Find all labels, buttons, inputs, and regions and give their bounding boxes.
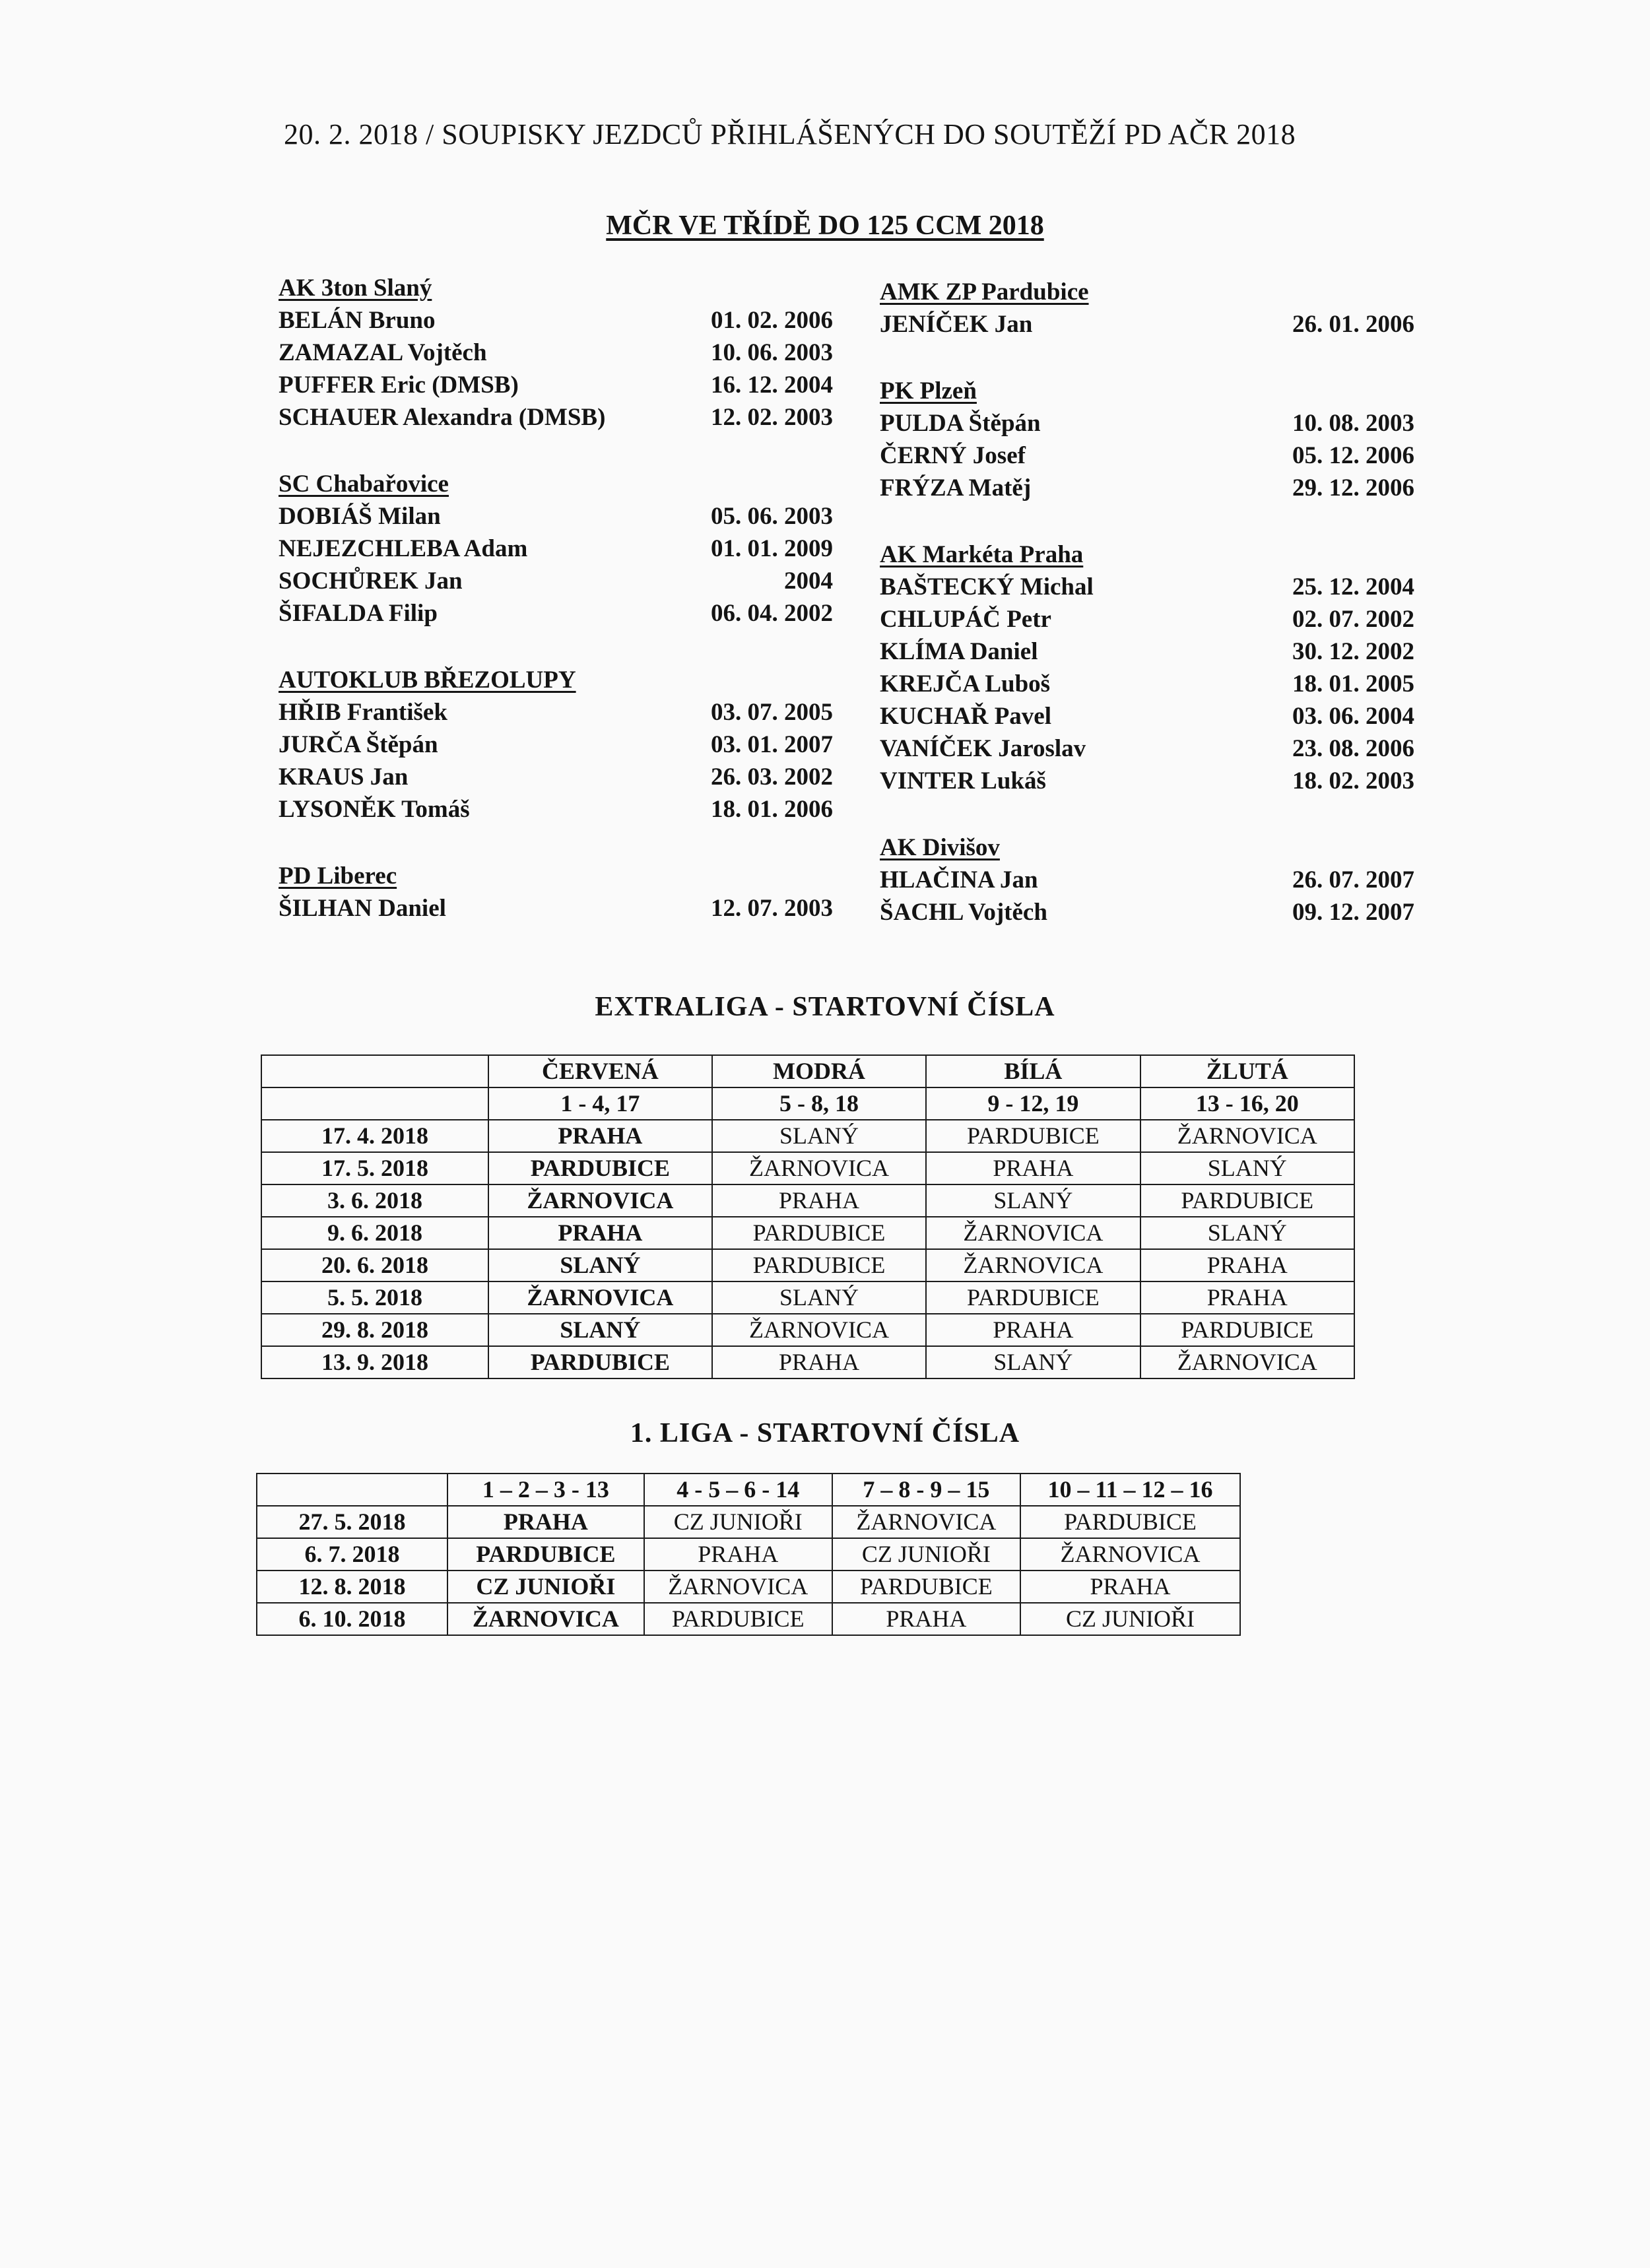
rider-birthdate: 03. 01. 2007 xyxy=(711,731,833,758)
rider-row xyxy=(279,337,833,369)
rider-row xyxy=(279,304,833,337)
extraliga-team-cell: PARDUBICE xyxy=(488,1346,712,1378)
liga1-team-cell: ŽARNOVICA xyxy=(447,1603,644,1635)
extraliga-date-cell: 17. 4. 2018 xyxy=(261,1120,488,1152)
extraliga-team-cell: PRAHA xyxy=(926,1314,1140,1346)
roster-right-column xyxy=(880,276,1414,963)
rider-row xyxy=(279,696,833,729)
extraliga-header-cell: 13 - 16, 20 xyxy=(1140,1087,1354,1120)
extraliga-row xyxy=(261,1346,1354,1378)
extraliga-row xyxy=(261,1314,1354,1346)
extraliga-team-cell: PARDUBICE xyxy=(1140,1314,1354,1346)
rider-birthdate: 2004 xyxy=(784,567,833,595)
rider-birthdate: 03. 06. 2004 xyxy=(1292,703,1414,730)
extraliga-header-cell: 9 - 12, 19 xyxy=(926,1087,1140,1120)
rider-row xyxy=(880,700,1414,732)
liga1-row xyxy=(257,1506,1240,1538)
liga1-date-cell: 12. 8. 2018 xyxy=(257,1571,447,1603)
extraliga-corner-cell xyxy=(261,1087,488,1120)
liga1-team-cell: PRAHA xyxy=(644,1538,832,1571)
extraliga-team-cell: SLANÝ xyxy=(488,1314,712,1346)
rider-birthdate: 01. 02. 2006 xyxy=(711,307,833,334)
rider-name: ČERNÝ Josef xyxy=(880,442,1026,469)
rider-birthdate: 30. 12. 2002 xyxy=(1292,638,1414,665)
rider-name: JURČA Štěpán xyxy=(279,731,438,758)
rider-birthdate: 05. 12. 2006 xyxy=(1292,442,1414,469)
rider-birthdate: 09. 12. 2007 xyxy=(1292,899,1414,926)
rider-birthdate: 18. 01. 2006 xyxy=(711,796,833,823)
liga1-team-cell: PARDUBICE xyxy=(447,1538,644,1571)
rider-birthdate: 25. 12. 2004 xyxy=(1292,573,1414,600)
club-block xyxy=(279,860,833,924)
liga1-team-cell: PRAHA xyxy=(447,1506,644,1538)
rider-birthdate: 18. 02. 2003 xyxy=(1292,767,1414,794)
extraliga-team-cell: SLANÝ xyxy=(712,1120,926,1152)
club-name: PD Liberec xyxy=(279,862,397,890)
liga1-header-cell: 1 – 2 – 3 - 13 xyxy=(447,1474,644,1506)
extraliga-date-cell: 20. 6. 2018 xyxy=(261,1249,488,1281)
rider-row xyxy=(880,407,1414,439)
extraliga-team-cell: PARDUBICE xyxy=(1140,1184,1354,1217)
extraliga-team-cell: ŽARNOVICA xyxy=(926,1249,1140,1281)
rider-birthdate: 18. 01. 2005 xyxy=(1292,670,1414,697)
rider-name: ŠIFALDA Filip xyxy=(279,600,438,627)
rider-row xyxy=(880,635,1414,668)
extraliga-date-cell: 3. 6. 2018 xyxy=(261,1184,488,1217)
rider-row xyxy=(880,732,1414,765)
extraliga-row xyxy=(261,1281,1354,1314)
rider-row xyxy=(880,668,1414,700)
rider-birthdate: 12. 07. 2003 xyxy=(711,895,833,922)
club-block xyxy=(880,538,1414,797)
rider-name: KREJČA Luboš xyxy=(880,670,1051,697)
liga1-team-cell: ŽARNOVICA xyxy=(644,1571,832,1603)
liga1-team-cell: PARDUBICE xyxy=(832,1571,1020,1603)
rider-row xyxy=(279,565,833,597)
rider-birthdate: 26. 03. 2002 xyxy=(711,763,833,791)
extraliga-row xyxy=(261,1184,1354,1217)
extraliga-team-cell: ŽARNOVICA xyxy=(1140,1120,1354,1152)
rider-row xyxy=(279,892,833,924)
club-name: AMK ZP Pardubice xyxy=(880,278,1089,306)
roster-left-column xyxy=(279,272,833,959)
rider-birthdate: 12. 02. 2003 xyxy=(711,404,833,431)
liga1-team-cell: PRAHA xyxy=(1020,1571,1240,1603)
rider-name: BELÁN Bruno xyxy=(279,307,436,334)
liga1-header-cell: 4 - 5 – 6 - 14 xyxy=(644,1474,832,1506)
liga1-team-cell: PARDUBICE xyxy=(1020,1506,1240,1538)
extraliga-date-cell: 13. 9. 2018 xyxy=(261,1346,488,1378)
rider-name: BAŠTECKÝ Michal xyxy=(880,573,1094,600)
extraliga-date-cell: 17. 5. 2018 xyxy=(261,1152,488,1184)
extraliga-team-cell: PRAHA xyxy=(488,1120,712,1152)
rider-row xyxy=(880,472,1414,504)
liga1-team-cell: CZ JUNIOŘI xyxy=(1020,1603,1240,1635)
extraliga-team-cell: ŽARNOVICA xyxy=(712,1152,926,1184)
extraliga-date-cell: 29. 8. 2018 xyxy=(261,1314,488,1346)
liga1-header-row xyxy=(257,1474,1240,1506)
extraliga-title: EXTRALIGA - STARTOVNÍ ČÍSLA xyxy=(595,992,1055,1022)
rider-birthdate: 26. 07. 2007 xyxy=(1292,866,1414,893)
extraliga-team-cell: PARDUBICE xyxy=(926,1281,1140,1314)
extraliga-team-cell: ŽARNOVICA xyxy=(488,1281,712,1314)
rider-name: HŘIB František xyxy=(279,699,447,726)
rider-birthdate: 26. 01. 2006 xyxy=(1292,311,1414,338)
rider-birthdate: 06. 04. 2002 xyxy=(711,600,833,627)
extraliga-team-cell: PRAHA xyxy=(488,1217,712,1249)
rider-name: FRÝZA Matěj xyxy=(880,474,1032,502)
club-block xyxy=(279,664,833,826)
extraliga-team-cell: PRAHA xyxy=(1140,1281,1354,1314)
rider-row xyxy=(279,533,833,565)
liga1-team-cell: CZ JUNIOŘI xyxy=(644,1506,832,1538)
liga1-title: 1. LIGA - STARTOVNÍ ČÍSLA xyxy=(630,1418,1020,1448)
document-title: MČR VE TŘÍDĚ DO 125 CCM 2018 xyxy=(606,211,1044,241)
extraliga-team-cell: PARDUBICE xyxy=(712,1217,926,1249)
rider-name: VINTER Lukáš xyxy=(880,767,1046,794)
extraliga-row xyxy=(261,1217,1354,1249)
club-block xyxy=(880,831,1414,928)
extraliga-header-cell: MODRÁ xyxy=(712,1055,926,1087)
extraliga-team-cell: SLANÝ xyxy=(712,1281,926,1314)
rider-name: NEJEZCHLEBA Adam xyxy=(279,535,528,562)
club-name: AK 3ton Slaný xyxy=(279,275,432,302)
rider-name: SCHAUER Alexandra (DMSB) xyxy=(279,404,606,431)
extraliga-header-row xyxy=(261,1087,1354,1120)
rider-row xyxy=(279,793,833,826)
rider-name: SOCHŮREK Jan xyxy=(279,567,463,595)
extraliga-header-cell: ŽLUTÁ xyxy=(1140,1055,1354,1087)
club-block xyxy=(880,276,1414,340)
liga1-date-cell: 27. 5. 2018 xyxy=(257,1506,447,1538)
rider-birthdate: 10. 06. 2003 xyxy=(711,339,833,366)
club-name: AK Divišov xyxy=(880,834,1000,861)
liga1-row xyxy=(257,1538,1240,1571)
rider-row xyxy=(279,500,833,533)
extraliga-header-cell: 1 - 4, 17 xyxy=(488,1087,712,1120)
rider-row xyxy=(880,896,1414,928)
rider-row xyxy=(279,369,833,401)
liga1-header-cell: 10 – 11 – 12 – 16 xyxy=(1020,1474,1240,1506)
rider-row xyxy=(880,765,1414,797)
extraliga-team-cell: ŽARNOVICA xyxy=(1140,1346,1354,1378)
rider-birthdate: 01. 01. 2009 xyxy=(711,535,833,562)
rider-row xyxy=(279,761,833,793)
liga1-team-cell: ŽARNOVICA xyxy=(1020,1538,1240,1571)
liga1-date-cell: 6. 7. 2018 xyxy=(257,1538,447,1571)
club-block xyxy=(279,468,833,630)
rider-birthdate: 23. 08. 2006 xyxy=(1292,735,1414,762)
rider-name: LYSONĚK Tomáš xyxy=(279,796,470,823)
club-name: SC Chabařovice xyxy=(279,470,449,498)
extraliga-header-cell: 5 - 8, 18 xyxy=(712,1087,926,1120)
rider-name: VANÍČEK Jaroslav xyxy=(880,735,1086,762)
extraliga-team-cell: SLANÝ xyxy=(926,1346,1140,1378)
rider-row xyxy=(880,864,1414,896)
extraliga-team-cell: PRAHA xyxy=(926,1152,1140,1184)
extraliga-date-cell: 9. 6. 2018 xyxy=(261,1217,488,1249)
liga1-team-cell: PRAHA xyxy=(832,1603,1020,1635)
rider-name: CHLUPÁČ Petr xyxy=(880,606,1051,633)
extraliga-team-cell: ŽARNOVICA xyxy=(712,1314,926,1346)
rider-row xyxy=(279,401,833,434)
rider-birthdate: 10. 08. 2003 xyxy=(1292,410,1414,437)
extraliga-team-cell: PARDUBICE xyxy=(488,1152,712,1184)
extraliga-team-cell: PARDUBICE xyxy=(712,1249,926,1281)
liga1-corner-cell xyxy=(257,1474,447,1506)
liga1-team-cell: ŽARNOVICA xyxy=(832,1506,1020,1538)
extraliga-team-cell: ŽARNOVICA xyxy=(926,1217,1140,1249)
rider-name: HLAČINA Jan xyxy=(880,866,1038,893)
extraliga-team-cell: SLANÝ xyxy=(1140,1217,1354,1249)
rider-name: KUCHAŘ Pavel xyxy=(880,703,1051,730)
liga1-team-cell: CZ JUNIOŘI xyxy=(832,1538,1020,1571)
rider-name: PULDA Štěpán xyxy=(880,410,1041,437)
liga1-team-cell: CZ JUNIOŘI xyxy=(447,1571,644,1603)
rider-birthdate: 05. 06. 2003 xyxy=(711,503,833,530)
extraliga-team-cell: SLANÝ xyxy=(488,1249,712,1281)
extraliga-row xyxy=(261,1152,1354,1184)
rider-row xyxy=(279,729,833,761)
club-name: AUTOKLUB BŘEZOLUPY xyxy=(279,666,576,694)
extraliga-header-row xyxy=(261,1055,1354,1087)
rider-row xyxy=(880,571,1414,603)
club-name: PK Plzeň xyxy=(880,377,977,405)
liga1-row xyxy=(257,1603,1240,1635)
rider-name: JENÍČEK Jan xyxy=(880,311,1033,338)
club-block xyxy=(279,272,833,434)
club-name: AK Markéta Praha xyxy=(880,541,1084,568)
extraliga-team-cell: ŽARNOVICA xyxy=(488,1184,712,1217)
rider-birthdate: 29. 12. 2006 xyxy=(1292,474,1414,502)
extraliga-team-cell: PARDUBICE xyxy=(926,1120,1140,1152)
extraliga-table xyxy=(261,1054,1355,1379)
extraliga-corner-cell xyxy=(261,1055,488,1087)
liga1-table xyxy=(256,1473,1241,1636)
extraliga-row xyxy=(261,1249,1354,1281)
rider-name: ŠILHAN Daniel xyxy=(279,895,446,922)
extraliga-team-cell: PRAHA xyxy=(712,1346,926,1378)
club-block xyxy=(880,375,1414,504)
extraliga-team-cell: SLANÝ xyxy=(1140,1152,1354,1184)
rider-name: ZAMAZAL Vojtěch xyxy=(279,339,487,366)
extraliga-team-cell: SLANÝ xyxy=(926,1184,1140,1217)
liga1-header-cell: 7 – 8 - 9 – 15 xyxy=(832,1474,1020,1506)
rider-name: DOBIÁŠ Milan xyxy=(279,503,441,530)
rider-birthdate: 16. 12. 2004 xyxy=(711,372,833,399)
liga1-date-cell: 6. 10. 2018 xyxy=(257,1603,447,1635)
extraliga-header-cell: BÍLÁ xyxy=(926,1055,1140,1087)
extraliga-team-cell: PRAHA xyxy=(712,1184,926,1217)
rider-name: KRAUS Jan xyxy=(279,763,409,791)
rider-row xyxy=(279,597,833,630)
rider-row xyxy=(880,439,1414,472)
rider-row xyxy=(880,603,1414,635)
liga1-row xyxy=(257,1571,1240,1603)
rider-birthdate: 03. 07. 2005 xyxy=(711,699,833,726)
rider-name: KLÍMA Daniel xyxy=(880,638,1038,665)
document-header: 20. 2. 2018 / SOUPISKY JEZDCŮ PŘIHLÁŠENÝCH DO SOUTĚŽÍ PD AČR 2018 xyxy=(284,118,1296,150)
rider-row xyxy=(880,308,1414,340)
extraliga-team-cell: PRAHA xyxy=(1140,1249,1354,1281)
rider-birthdate: 02. 07. 2002 xyxy=(1292,606,1414,633)
extraliga-row xyxy=(261,1120,1354,1152)
extraliga-date-cell: 5. 5. 2018 xyxy=(261,1281,488,1314)
rider-name: ŠACHL Vojtěch xyxy=(880,899,1047,926)
extraliga-header-cell: ČERVENÁ xyxy=(488,1055,712,1087)
rider-name: PUFFER Eric (DMSB) xyxy=(279,372,519,399)
liga1-team-cell: PARDUBICE xyxy=(644,1603,832,1635)
